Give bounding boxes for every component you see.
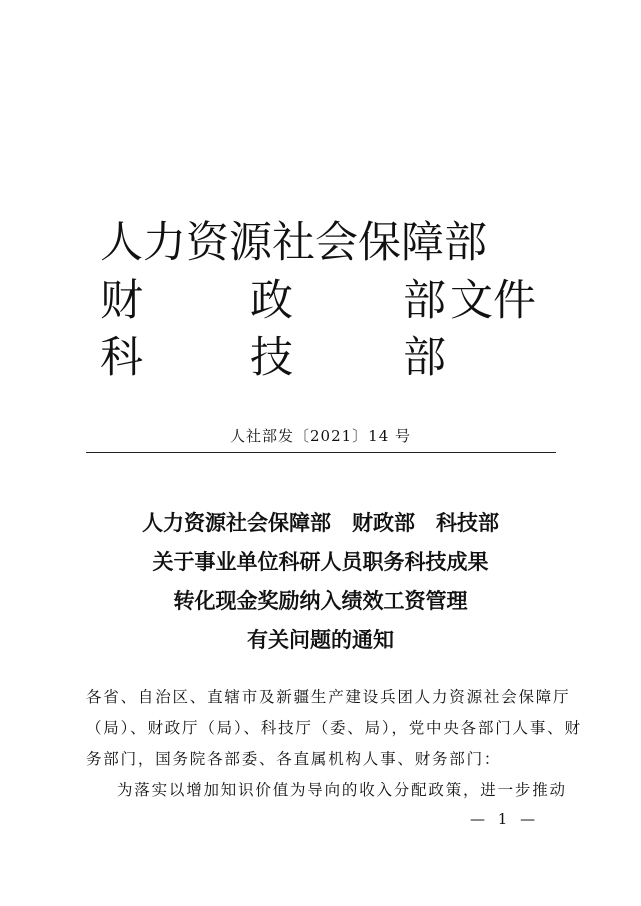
header-char: 技 bbox=[250, 333, 293, 383]
header-divider-line bbox=[86, 452, 556, 453]
document-number: 人社部发〔2021〕14 号 bbox=[229, 427, 412, 445]
page-number: — 1 — bbox=[470, 810, 540, 828]
header-char: 科 bbox=[100, 333, 143, 383]
body-text-line-1: 各省、自治区、直辖市及新疆生产建设兵团人力资源社会保障厅 bbox=[86, 688, 571, 706]
notice-title-line-2: 关于事业单位科研人员职务科技成果 bbox=[152, 549, 489, 574]
notice-title-line-1: 人力资源社会保障部 财政部 科技部 bbox=[142, 510, 499, 535]
notice-title-line-3: 转化现金奖励纳入绩效工资管理 bbox=[173, 588, 468, 613]
header-char: 财 bbox=[100, 276, 143, 326]
body-text-line-2: （局）、财政厅（局）、科技厅（委、局），党中央各部门人事、财 bbox=[86, 719, 582, 737]
header-char: 部 bbox=[403, 333, 446, 383]
header-suffix-wenjian: 文件 bbox=[450, 276, 536, 326]
header-agency-hrss: 人力资源社会保障部 bbox=[100, 218, 487, 268]
body-text-line-3: 务部门，国务院各部委、各直属机构人事、财务部门： bbox=[86, 750, 502, 768]
body-text-line-4: 为落实以增加知识价值为导向的收入分配政策，进一步推动 bbox=[117, 781, 567, 799]
header-char: 政 bbox=[250, 276, 293, 326]
notice-title-line-4: 有关问题的通知 bbox=[247, 627, 394, 652]
issuing-agencies-header bbox=[100, 218, 560, 388]
header-char: 部 bbox=[403, 276, 446, 326]
